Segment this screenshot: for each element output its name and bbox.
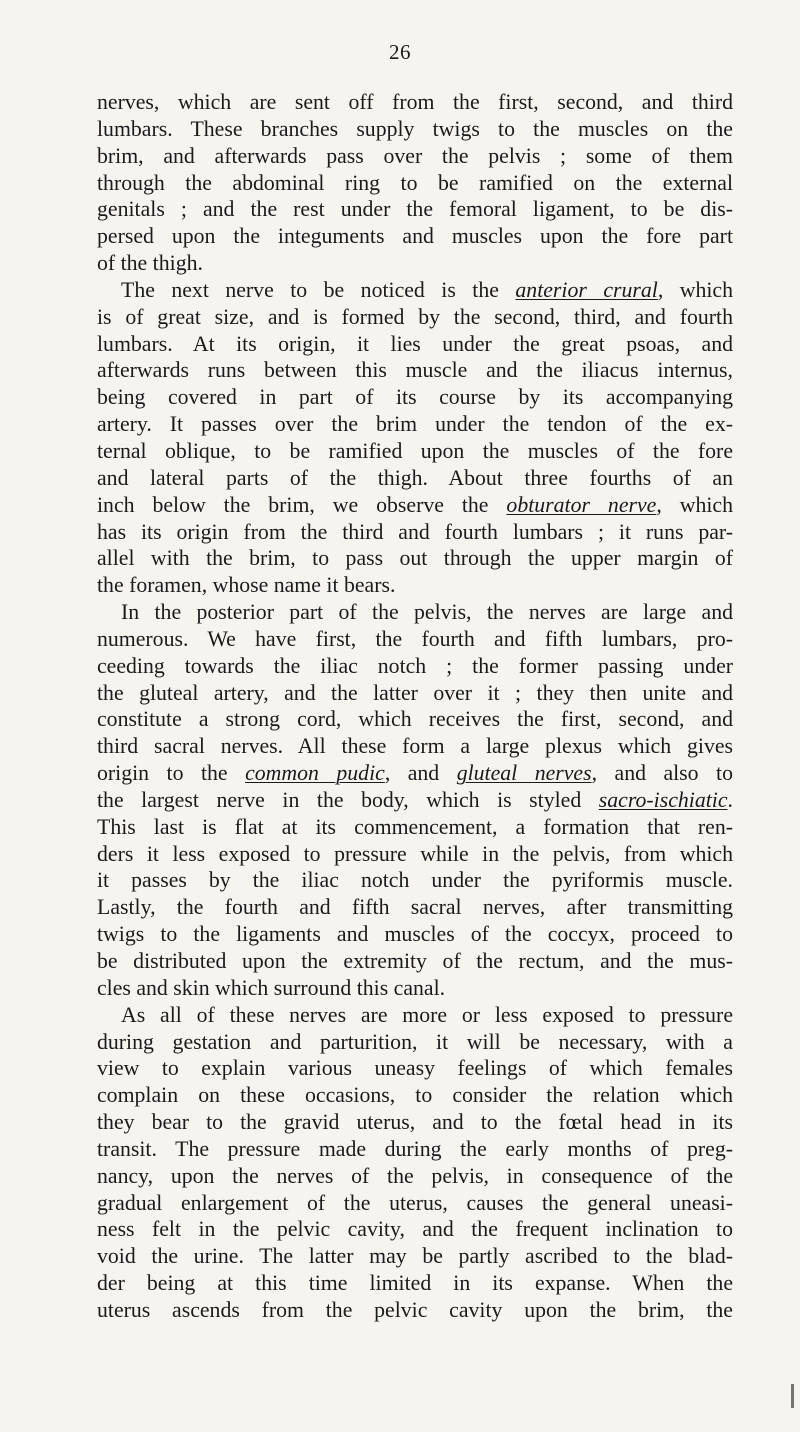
line-text: of the thigh. xyxy=(97,251,203,276)
text-line xyxy=(97,841,733,868)
text-line xyxy=(97,653,733,680)
line-text: ternal oblique, to be ramified upon the muscles of the fore xyxy=(97,438,733,463)
text-line xyxy=(97,223,733,250)
line-text: transit. The pressure made during the early months of preg- xyxy=(97,1136,733,1161)
italic-term: anterior crural xyxy=(515,277,658,302)
text-line xyxy=(97,706,733,733)
text-line xyxy=(97,921,733,948)
line-text: afterwards runs between this muscle and the iliacus internus, xyxy=(97,358,733,383)
text-line xyxy=(97,519,733,546)
line-text: is of great size, and is formed by the second, third, and fourth xyxy=(97,304,733,329)
text-line xyxy=(97,1243,733,1270)
line-text: inch below the brim, we observe the xyxy=(97,492,507,517)
text-line xyxy=(97,975,733,1002)
text-line xyxy=(97,304,733,331)
line-text: As all of these nerves are more or less exposed to pressure xyxy=(121,1002,733,1027)
text-line xyxy=(97,1136,733,1163)
text-line xyxy=(97,1082,733,1109)
text-line xyxy=(97,384,733,411)
page-number: 26 xyxy=(389,40,411,64)
line-text: gradual enlargement of the uterus, causes the general uneasi- xyxy=(97,1190,733,1215)
text-line xyxy=(97,116,733,143)
text-line xyxy=(97,331,733,358)
italic-term: sacro-ischiatic xyxy=(598,787,728,812)
line-text: , and xyxy=(384,761,457,786)
line-text: artery. It passes over the brim under the tendon of the ex- xyxy=(97,412,733,437)
text-line xyxy=(97,572,733,599)
text-line xyxy=(97,814,733,841)
line-text: genitals ; and the rest under the femoral ligament, to be dis- xyxy=(97,197,733,222)
text-line xyxy=(97,894,733,921)
text-line xyxy=(97,626,733,653)
line-text: third sacral nerves. All these form a large plexus which gives xyxy=(97,734,733,759)
text-line xyxy=(97,1002,733,1029)
line-text: they bear to the gravid uterus, and to the fœtal head in its xyxy=(97,1110,733,1135)
text-line xyxy=(97,492,733,519)
line-text: lumbars. These branches supply twigs to the muscles on the xyxy=(97,116,733,141)
page-edge-mark xyxy=(791,1384,794,1408)
line-text: and lateral parts of the thigh. About three fourths of an xyxy=(97,465,733,490)
line-text: The next nerve to be noticed is the xyxy=(121,277,516,302)
line-text: In the posterior part of the pelvis, the nerves are large and xyxy=(121,600,733,625)
text-line xyxy=(97,1109,733,1136)
line-text: complain on these occasions, to consider the relation which xyxy=(97,1083,733,1108)
text-line xyxy=(97,1055,733,1082)
text-line xyxy=(97,250,733,277)
text-line xyxy=(97,411,733,438)
line-text: the gluteal artery, and the latter over it ; they then unite and xyxy=(97,680,733,705)
text-line xyxy=(97,357,733,384)
italic-term: obturator nerve xyxy=(506,492,657,517)
line-text: der being at this time limited in its expanse. When the xyxy=(97,1271,733,1296)
italic-term: common pudic xyxy=(245,761,385,786)
text-line xyxy=(97,1190,733,1217)
line-text: it passes by the iliac notch under the pyriformis muscle. xyxy=(97,868,733,893)
line-text: , and also to xyxy=(591,761,733,786)
text-line xyxy=(97,196,733,223)
text-line xyxy=(97,787,733,814)
line-text: constitute a strong cord, which receives the first, second, and xyxy=(97,707,733,732)
text-line xyxy=(97,545,733,572)
line-text: Lastly, the fourth and fifth sacral nerves, after transmitting xyxy=(97,895,733,920)
line-text: cles and skin which surround this canal. xyxy=(97,975,446,1000)
line-text: being covered in part of its course by its accompanying xyxy=(97,385,733,410)
line-text: the foramen, whose name it bears. xyxy=(97,573,396,598)
line-text: through the abdominal ring to be ramified on the external xyxy=(97,170,733,195)
text-line xyxy=(97,1270,733,1297)
line-text: uterus ascends from the pelvic cavity upon the brim, the xyxy=(97,1297,733,1322)
body-text xyxy=(97,89,733,1324)
text-line xyxy=(97,760,733,787)
line-text: view to explain various uneasy feelings of which females xyxy=(97,1056,733,1081)
line-text: be distributed upon the extremity of the rectum, and the mus- xyxy=(97,949,733,973)
italic-term: gluteal nerves xyxy=(456,761,592,786)
line-text: void the urine. The latter may be partly ascribed to the blad- xyxy=(97,1244,733,1269)
text-line xyxy=(97,143,733,170)
text-line xyxy=(97,599,733,626)
line-text: This last is flat at its commencement, a formation that ren- xyxy=(97,814,733,839)
line-text: persed upon the integuments and muscles upon the fore part xyxy=(97,224,733,249)
line-text: twigs to the ligaments and muscles of the coccyx, proceed to xyxy=(97,922,733,947)
line-text: during gestation and parturition, it will be necessary, with a xyxy=(97,1029,733,1054)
text-line xyxy=(97,465,733,492)
text-line xyxy=(97,1029,733,1056)
line-text: , which xyxy=(656,492,733,517)
line-text: numerous. We have first, the fourth and fifth lumbars, pro- xyxy=(97,626,733,651)
line-text: , which xyxy=(657,277,733,302)
text-line xyxy=(97,1216,733,1243)
line-text: allel with the brim, to pass out through the upper margin of xyxy=(97,546,733,571)
text-line xyxy=(97,867,733,894)
line-text: the largest nerve in the body, which is styled xyxy=(97,787,599,812)
line-text: nancy, upon the nerves of the pelvis, in consequence of the xyxy=(97,1163,733,1188)
text-line xyxy=(97,733,733,760)
text-line xyxy=(97,948,733,975)
line-text: nerves, which are sent off from the first, second, and third xyxy=(97,90,733,114)
text-line xyxy=(97,1163,733,1190)
text-line xyxy=(97,170,733,197)
text-line xyxy=(97,89,733,116)
line-text: . xyxy=(727,787,733,812)
line-text: ders it less exposed to pressure while in the pelvis, from which xyxy=(97,841,733,866)
text-line xyxy=(97,277,733,304)
line-text: ness felt in the pelvic cavity, and the frequent inclination to xyxy=(97,1217,733,1242)
line-text: ceeding towards the iliac notch ; the former passing under xyxy=(97,653,733,678)
text-line xyxy=(97,1297,733,1324)
line-text: brim, and afterwards pass over the pelvis ; some of them xyxy=(97,143,733,168)
line-text: origin to the xyxy=(97,761,246,786)
line-text: has its origin from the third and fourth lumbars ; it runs par- xyxy=(97,519,733,544)
line-text: lumbars. At its origin, it lies under the great psoas, and xyxy=(97,331,733,356)
text-line xyxy=(97,438,733,465)
text-line xyxy=(97,680,733,707)
